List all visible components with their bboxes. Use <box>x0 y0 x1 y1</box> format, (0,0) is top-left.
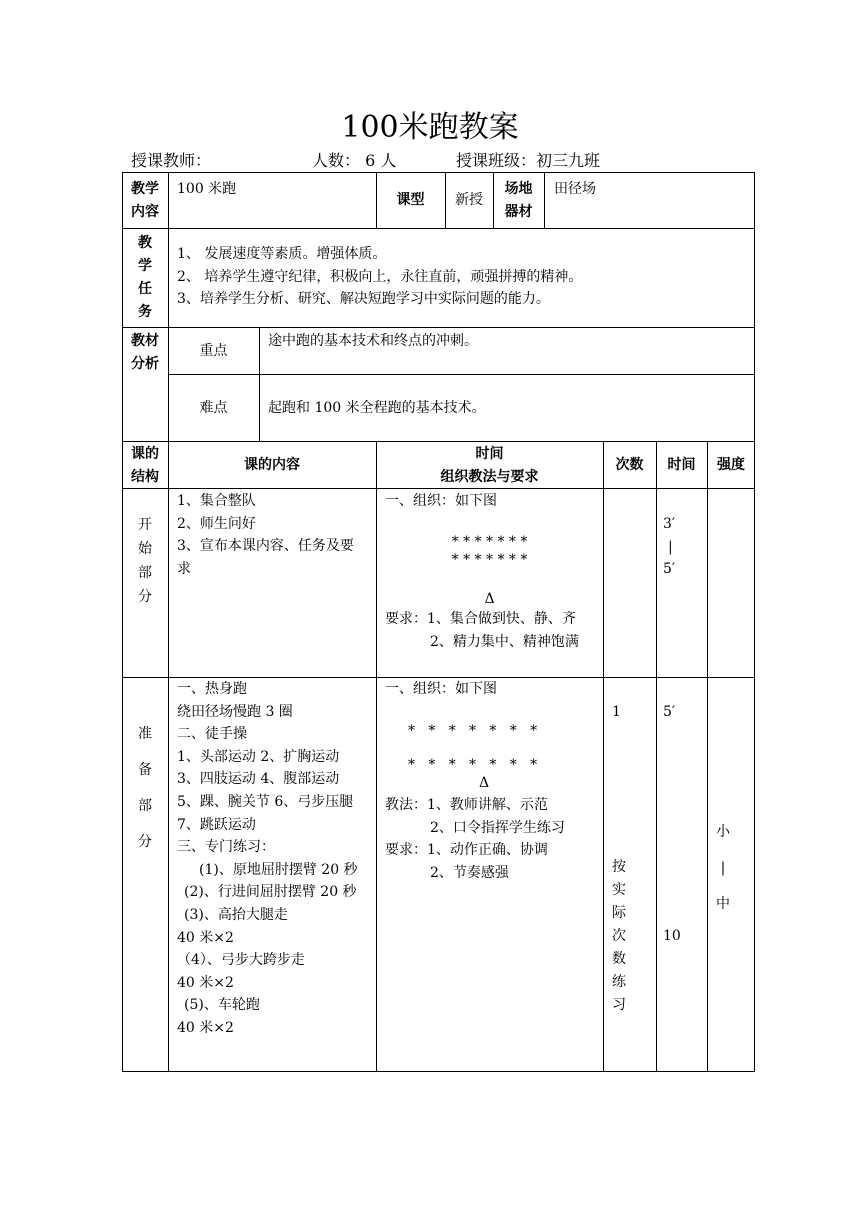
formation-row: * * * * * * * <box>451 552 528 568</box>
content-line: 三、专门练习： <box>177 839 275 856</box>
key-point-label: 重点 <box>199 343 228 359</box>
analysis-label-line1: 教材 <box>131 333 159 349</box>
page-title: 100米跑教案 <box>341 110 519 145</box>
start-req2: 2、精力集中、精神饱满 <box>430 634 579 650</box>
type-label: 课型 <box>396 192 425 208</box>
tasks-label-char: 学 <box>138 258 152 274</box>
prep-formation-row-b: * * * * * * * <box>408 757 538 773</box>
content-label <box>122 178 168 223</box>
venue-label-line1: 场地 <box>504 181 533 197</box>
content-line: 1、集合整队 <box>177 493 256 509</box>
prep-count: 1 <box>612 704 621 720</box>
structure-header <box>122 443 168 488</box>
count-note-char: 练 <box>612 974 626 990</box>
tasks-list <box>177 243 582 311</box>
start-content <box>177 490 354 580</box>
intensity-char: 小 <box>716 824 730 840</box>
content-line: (3)、高抬大腿走 <box>184 906 288 923</box>
content-line: 40 米×2 <box>177 1019 234 1036</box>
count-note-char: 数 <box>612 951 626 967</box>
method-header-line1: 时间 <box>475 446 504 462</box>
prep-method1: 教法：1、教师讲解、示范 <box>385 797 548 813</box>
intensity-char: | <box>720 860 726 876</box>
prep-time2: 10 <box>663 928 681 944</box>
task-item: 3、培养学生分析、研究、解决短跑学习中实际问题的能力。 <box>177 291 550 308</box>
prep-req2: 2、节奏感强 <box>430 865 509 881</box>
section-label-char: 分 <box>138 589 152 605</box>
section-label-char: 部 <box>138 798 152 814</box>
difficulty-label: 难点 <box>199 400 228 416</box>
content-line: (2)、行进间屈肘摆臂 20 秒 <box>184 884 357 901</box>
method-header <box>376 443 603 488</box>
start-time-from: 3′ <box>663 516 676 532</box>
content-line: （4）、弓步大跨步走 <box>177 952 305 969</box>
structure-header-line1: 课的 <box>131 446 159 462</box>
key-point-value: 途中跑的基本技术和终点的冲刺。 <box>268 333 478 349</box>
analysis-label <box>122 330 168 375</box>
type-value: 新授 <box>455 192 483 208</box>
content-line: 7、跳跃运动 <box>177 816 256 833</box>
analysis-label-line2: 分析 <box>131 355 159 372</box>
section-label-char: 准 <box>138 726 152 742</box>
prep-formation-row-a: * * * * * * * <box>408 723 538 739</box>
content-line: (5)、车轮跑 <box>184 997 260 1014</box>
start-section-label <box>135 513 155 609</box>
content-label-line1: 教学 <box>131 181 159 197</box>
teacher-label: 授课教师： <box>131 151 212 170</box>
tasks-label-char: 务 <box>138 304 152 320</box>
content-line: 1、头部运动 2、扩胸运动 <box>177 748 340 765</box>
prep-req1: 要求：1、动作正确、协调 <box>385 842 548 858</box>
tasks-label-char: 教 <box>138 235 152 251</box>
times-header: 次数 <box>615 457 644 473</box>
prep-content <box>177 678 358 1040</box>
content-line: 5、踝、腕关节 6、弓步压腿 <box>177 793 354 810</box>
tasks-label <box>135 232 155 324</box>
start-formation <box>376 533 603 569</box>
section-label-char: 始 <box>138 541 152 557</box>
formation-row: * * * * * * * <box>451 534 528 550</box>
count-note-char: 习 <box>612 997 626 1013</box>
start-teacher-mark: Δ <box>484 591 495 607</box>
prep-intensity <box>707 814 739 922</box>
content-line: (1)、原地屈肘摆臂 20 秒 <box>199 861 358 878</box>
class-label: 授课班级：初三九班 <box>456 151 601 170</box>
intensity-header: 强度 <box>717 457 745 473</box>
intensity-char: 中 <box>716 896 730 912</box>
content-line: 40 米×2 <box>177 929 234 946</box>
start-org: 一、组织：如下图 <box>385 493 497 509</box>
section-label-char: 开 <box>138 517 152 533</box>
task-item: 2、 培养学生遵守纪律，积极向上，永往直前，顽强拼搏的精神。 <box>177 268 583 285</box>
venue-value: 田径场 <box>554 181 596 197</box>
task-item: 1、 发展速度等素质。增强体质。 <box>177 246 387 262</box>
content-line: 2、师生问好 <box>177 515 256 532</box>
venue-label-line2: 器材 <box>504 203 533 220</box>
content-header: 课的内容 <box>244 457 300 473</box>
prep-teacher-mark: Δ <box>479 775 490 791</box>
tasks-label-char: 任 <box>138 281 152 297</box>
section-label-char: 备 <box>138 762 152 778</box>
prep-section-label <box>135 716 155 860</box>
content-line: 求 <box>177 560 191 577</box>
prep-count-note <box>612 856 626 1017</box>
count-note-char: 实 <box>612 882 626 898</box>
content-line: 二、徒手操 <box>177 726 247 743</box>
difficulty-value: 起跑和 100 米全程跑的基本技术。 <box>268 400 486 416</box>
lesson-content: 100 米跑 <box>177 181 237 197</box>
content-label-line2: 内容 <box>131 203 159 220</box>
content-line: 3、宣布本课内容、任务及要 <box>177 538 354 555</box>
structure-header-line2: 结构 <box>131 468 159 485</box>
count-note-char: 按 <box>612 859 626 875</box>
count-note-char: 际 <box>612 905 626 921</box>
venue-label <box>493 178 544 223</box>
student-count: 人数： 6 人 <box>312 151 397 170</box>
prep-org: 一、组织：如下图 <box>385 681 497 697</box>
content-line: 一、热身跑 <box>177 681 247 697</box>
count-note-char: 次 <box>612 928 626 944</box>
section-label-char: 部 <box>138 565 152 581</box>
start-req1: 要求：1、集合做到快、静、齐 <box>385 611 576 627</box>
content-line: 3、四肢运动 4、腹部运动 <box>177 771 340 788</box>
prep-time1: 5′ <box>663 704 676 720</box>
time-header: 时间 <box>667 457 696 473</box>
content-line: 绕田径场慢跑 3 圈 <box>177 703 293 720</box>
start-time <box>663 513 675 581</box>
section-label-char: 分 <box>138 834 152 850</box>
content-line: 40 米×2 <box>177 974 234 991</box>
start-time-sep: | <box>668 538 673 555</box>
method-header-line2: 组织教法与要求 <box>440 468 539 485</box>
start-time-to: 5′ <box>663 561 676 578</box>
prep-method2: 2、口令指挥学生练习 <box>430 820 565 836</box>
